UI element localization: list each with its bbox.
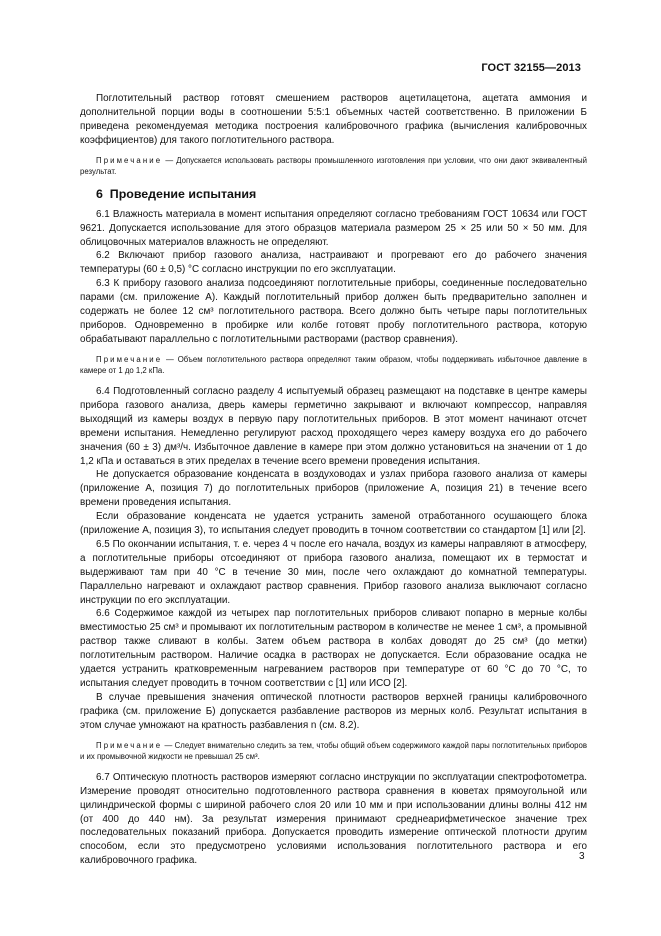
note-2 (80, 354, 587, 377)
clause-6-3: 6.3 К прибору газового анализа подсоединяют поглотительные приборы, соединенные последовательно парами (см. приложение А). Каждый поглотительный прибор должен быть предварительно заполнен и содержать не более 12 см³ поглотительного раствора. Всего должно быть четыре пары поглотительных приборов. Одновременно в пробирке или колбе готовят пробу поглотительного раствора, которую обрабатывают параллельно с поглотительными растворами (раствор сравнения). (80, 278, 587, 345)
clause-6-6-dilution: В случае превышения значения оптической плотности растворов верхней границы калибровочного графика (см. приложение Б) допускается разбавление растворов из мерных колб. Результат испытания в этом случае умножают на кратность разбавления n (см. 8.2). (80, 691, 587, 731)
note-label: Примечание (96, 155, 163, 165)
clause-6-6: 6.6 Содержимое каждой из четырех пар поглотительных приборов сливают попарно в мерные колбы вместимостью 25 см³ и промывают их поглотительным раствором в количестве не менее 1 см³, а промывной раствор также сливают в колбы. Затем объем раствора в колбах доводят до 25 см³ (до метки) поглотительным раствором. Наличие осадка в растворах не допускается. Если образование осадка не удается устранить кратковременным нагреванием растворов при температуре от 60 °С до 70 °С, то испытания следует проводить в точном соответствии с [1] или ИСО [2]. (80, 608, 587, 689)
intro-paragraph: Поглотительный раствор готовят смешением растворов ацетилацетона, ацетата аммония и дополнительной порции воды в соотношении 5:5:1 объемных частей соответственно. В приложении Б приведена рекомендуемая методика построения калибровочного графика (вычисления калибровочных коэффициентов) для такого поглотительного раствора. (80, 93, 587, 146)
note-text: — Следует внимательно следить за тем, чтобы общий объем содержимого каждой пары поглотительных приборов и их промывочной жидкости не превышал 25 см³. (80, 740, 587, 762)
note-text: — Объем поглотительного раствора определяют таким образом, чтобы поддерживать избыточное давление в камере от 1 до 1,2 кПа. (80, 354, 587, 376)
clause-6-4: 6.4 Подготовленный согласно разделу 4 испытуемый образец размещают на подставке в центре камеры прибора газового анализа, дверь камеры герметично закрывают и включают компрессор, направляя выходящий из камеры воздух в первую пару поглотительных приборов. В этот момент начинают отсчет времени испытания. Немедленно регулируют расход проходящего через камеру воздуха его до рабочего значения (60 ± 3) дм³/ч. Избыточное давление в камере при этом должно установиться на значении от 1 до 1,2 кПа и оставаться в этих пределах в течение всего времени проведения испытания. (80, 385, 587, 467)
clause-6-4-drying-block: Если образование конденсата не удается устранить заменой отработанного осушающего блока (приложение А, позиция 3), то испытания следует проводить в точном соответствии со стандартом [1] или [2]. (80, 511, 587, 537)
note-3 (80, 740, 587, 763)
standard-header: ГОСТ 32155—2013 (481, 62, 581, 74)
section-title: Проведение испытания (109, 186, 257, 201)
note-label: Примечание (96, 354, 163, 364)
clause-6-2: 6.2 Включают прибор газового анализа, настраивают и прогревают его до рабочего значения температуры (60 ± 0,5) °С согласно инструкции по его эксплуатации. (80, 250, 587, 276)
clause-6-5: 6.5 По окончании испытания, т. е. через 4 ч после его начала, воздух из камеры направляют в атмосферу, а поглотительные приборы отсоединяют от прибора газового анализа, помещают их в термостат и выдерживают там при 40 °С в течение 30 мин, после чего охлаждают до комнатной температуры. Параллельно нагревают и охлаждают раствор сравнения. Прибор газового анализа выключают согласно инструкции по его эксплуатации. (80, 538, 587, 606)
page-body (80, 92, 587, 868)
clause-6-1: 6.1 Влажность материала в момент испытания определяют согласно требованиям ГОСТ 10634 или ГОСТ 9621. Допускается использование для этого образцов материала размером 25 × 25 или 50 × 50 мм. Для облицовочных материалов влажность не определяют. (80, 208, 587, 248)
section-number: 6 (96, 186, 103, 201)
clause-6-7: 6.7 Оптическую плотность растворов измеряют согласно инструкции по эксплуатации спектрофотометра. Измерение проводят относительно подготовленного раствора сравнения в кюветах прямоугольной или цилиндрической формы с шириной рабочего слоя 20 или 10 мм и при использовании длины волны 412 нм (от 400 до 440 нм). За результат измерения принимают среднеарифметическое значение трех последовательных показаний прибора. Допускается проводить измерение оптической плотности другим способом, если это предусмотрено условиями использования поглотительного раствора и его калибровочного графика. (80, 771, 587, 867)
section-heading (80, 188, 587, 202)
page-number: 3 (579, 851, 585, 862)
note-1 (80, 155, 587, 178)
note-label: Примечание (96, 740, 163, 750)
clause-6-4-condensate: Не допускается образование конденсата в воздуховодах и узлах прибора газового анализа от камеры (приложение А, позиция 7) до поглотительных приборов (приложение А, позиция 21) в течение всего времени проведения испытания. (80, 469, 587, 509)
note-text: — Допускается использовать растворы промышленного изготовления при условии, что они дают эквивалентный результат. (80, 155, 587, 177)
